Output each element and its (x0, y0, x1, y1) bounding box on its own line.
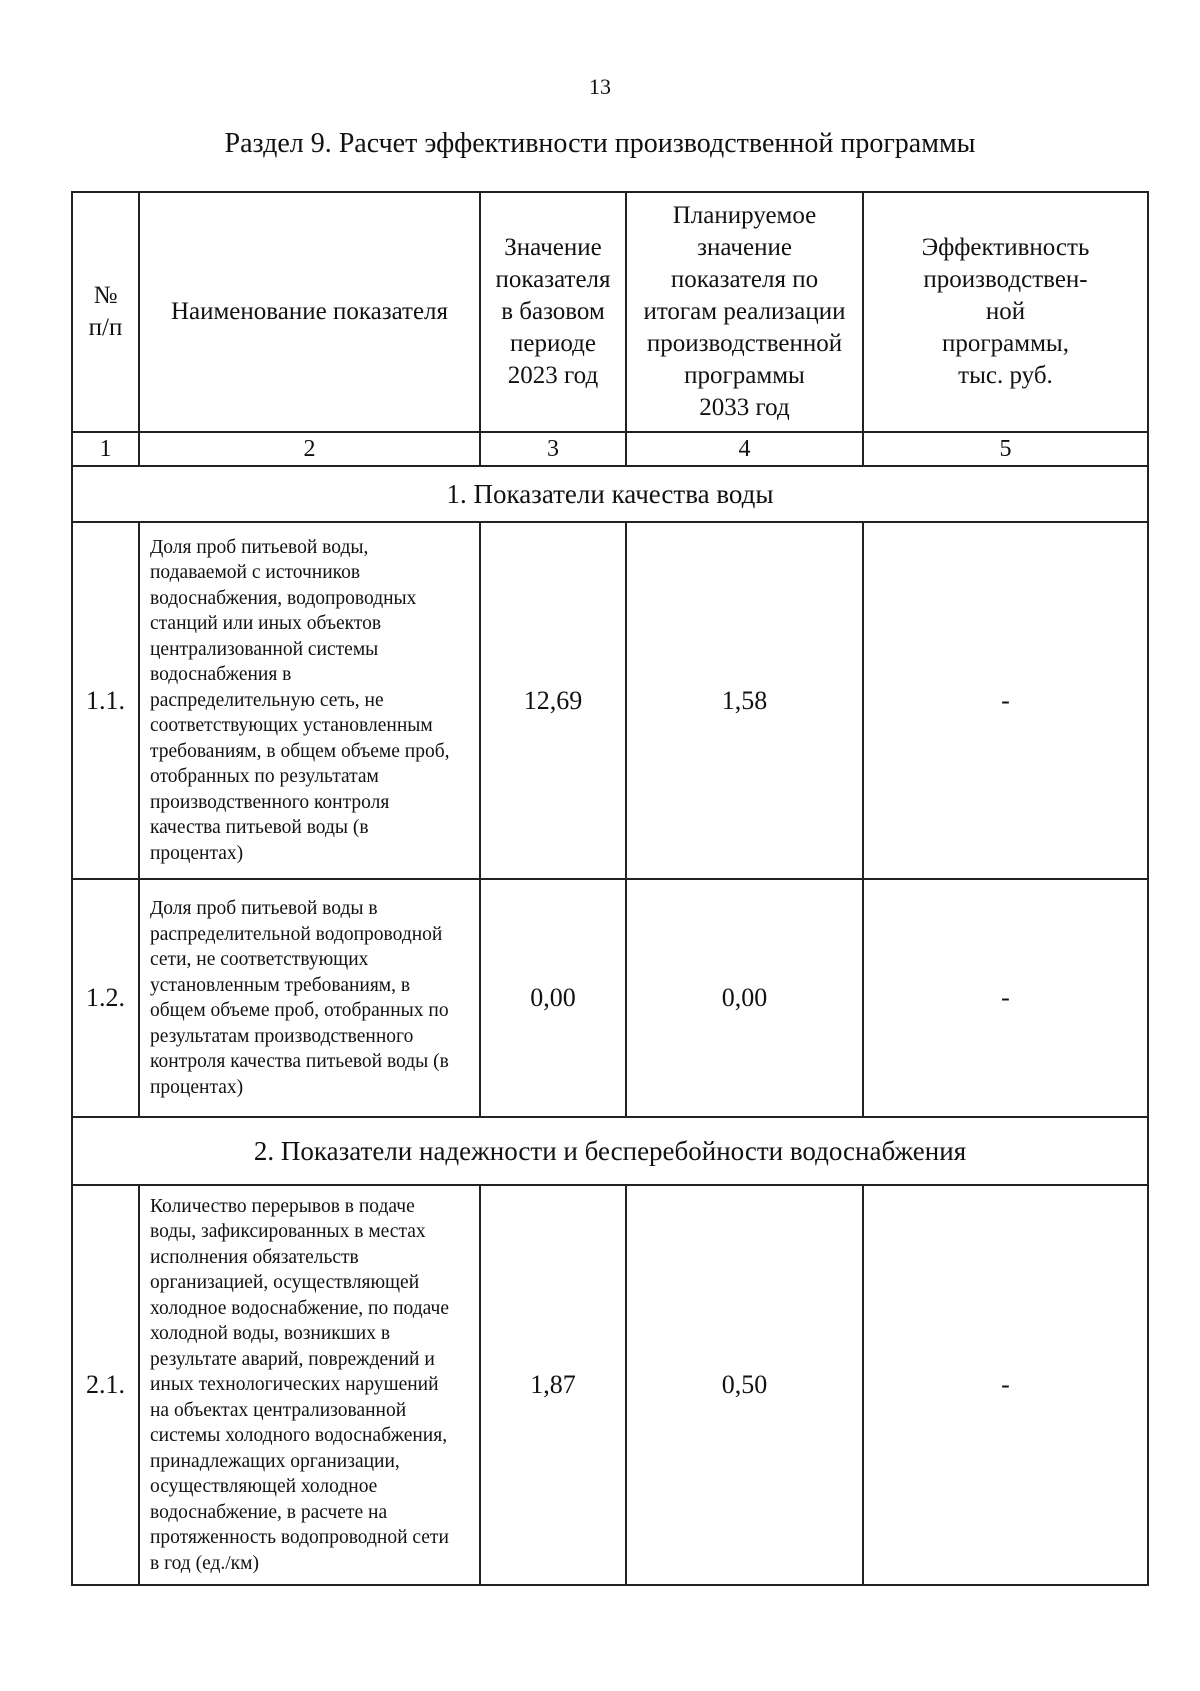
group-row-water-quality (72, 466, 1148, 522)
group-title: 2. Показатели надежности и бесперебойности водоснабжения (72, 1117, 1148, 1185)
row-efficiency-value: - (863, 879, 1148, 1117)
column-number-row (72, 432, 1148, 466)
row-base-value: 0,00 (480, 879, 626, 1117)
column-number: 1 (72, 432, 139, 466)
row-base-value: 12,69 (480, 522, 626, 879)
row-planned-value: 1,58 (626, 522, 863, 879)
row-base-value: 1,87 (480, 1185, 626, 1585)
table-row (72, 879, 1148, 1117)
section-title: Раздел 9. Расчет эффективности производственной программы (224, 128, 976, 159)
header-col-planned-value: Планируемое значение показателя по итогам реализации производственной программы 2033 год (626, 192, 863, 432)
header-col-base-value: Значение показателя в базовом периоде 2023 год (480, 192, 626, 432)
row-planned-value: 0,00 (626, 879, 863, 1117)
header-col-efficiency: Эффективность производствен- ной программы, тыс. руб. (863, 192, 1148, 432)
column-number: 4 (626, 432, 863, 466)
row-indicator-name: Количество перерывов в подаче воды, зафиксированных в местах исполнения обязательств организацией, осуществляющей холодное водоснабжение, по подаче холодной воды, возникших в результате аварий, повреждений и иных технологических нарушений на объектах централизованной системы холодного водоснабжения, принадлежащих организации, осуществляющей холодное водоснабжение, в расчете на протяженность водопроводной сети в год (ед./км) (139, 1185, 480, 1585)
column-number: 2 (139, 432, 480, 466)
column-number: 5 (863, 432, 1148, 466)
row-number: 1.1. (72, 522, 139, 879)
row-efficiency-value: - (863, 1185, 1148, 1585)
group-row-reliability (72, 1117, 1148, 1185)
group-title: 1. Показатели качества воды (72, 466, 1148, 522)
table-row (72, 1185, 1148, 1585)
row-number: 1.2. (72, 879, 139, 1117)
efficiency-table (71, 191, 1149, 1586)
table-row (72, 522, 1148, 879)
row-number: 2.1. (72, 1185, 139, 1585)
row-planned-value: 0,50 (626, 1185, 863, 1585)
row-indicator-name: Доля проб питьевой воды в распределительной водопроводной сети, не соответствующих установленным требованиям, в общем объеме проб, отобранных по результатам производственного контроля качества питьевой воды (в процентах) (139, 879, 480, 1117)
column-number: 3 (480, 432, 626, 466)
row-indicator-name: Доля проб питьевой воды, подаваемой с источников водоснабжения, водопроводных станций или иных объектов централизованной системы водоснабжения в распределительную сеть, не соответствующих установленным требованиям, в общем объеме проб, отобранных по результатам производственного контроля качества питьевой воды (в процентах) (139, 522, 480, 879)
page-number: 13 (589, 74, 611, 99)
table-header-row (72, 192, 1148, 432)
row-efficiency-value: - (863, 522, 1148, 879)
header-col-indicator-name: Наименование показателя (139, 192, 480, 432)
header-col-number: № п/п (72, 192, 139, 432)
